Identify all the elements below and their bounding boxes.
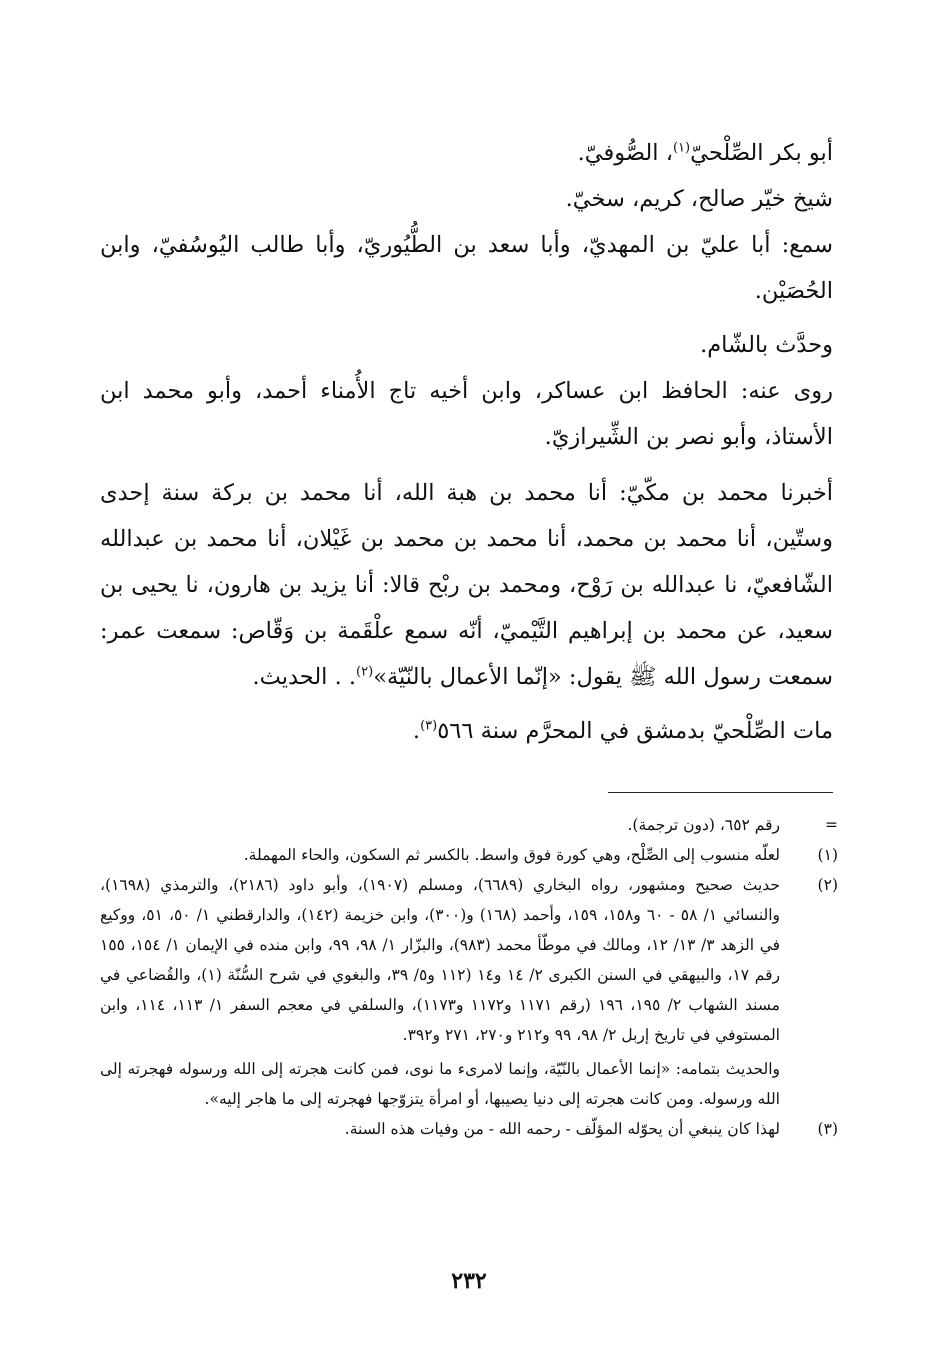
hadith-tail: . . الحديث. [252, 664, 357, 690]
footnote-marker: = [825, 816, 838, 834]
footnotes [100, 810, 838, 1144]
death-paragraph [100, 708, 833, 754]
footnote-text: والحديث بتمامه: «إنما الأعمال بالنّيّة، وإنما لامرىء ما نوى، فمن كانت هجرته إلى الله ورسوله فهجرته إلى الله ورسوله. ومن كانت هجرته إلى دنيا يصيبها، أو امرأة يتزوّجها فهجرته إلى ما هاجر إليه». [100, 1060, 780, 1108]
footnote-3 [100, 1114, 838, 1144]
footnote-ref-3[interactable]: (٣) [420, 718, 438, 734]
page-number: ٢٣٢ [451, 1268, 487, 1294]
death-tail: . [412, 718, 421, 744]
main-text [100, 130, 833, 754]
subject-name: أبو بكر الصِّلْحيّ [690, 140, 833, 166]
footnote-ref-2[interactable]: (٢) [356, 664, 374, 680]
footnote-1 [100, 840, 838, 870]
footnote-ref-1[interactable]: (١) [672, 140, 691, 156]
footnote-marker: (٢) [817, 876, 838, 894]
footnote-marker: (٣) [817, 1120, 838, 1138]
footnote-continued [100, 810, 838, 840]
description-line: شيخ خيّر صالح، كريم، سخيّ. [565, 186, 833, 212]
biography-heading [100, 130, 833, 176]
students-paragraph: روى عنه: الحافظ ابن عساكر، وابن أخيه تاج الأُمناء أحمد، وأبو محمد ابن الأستاذ، وأبو نصر بن الشِّيرازيّ. [100, 378, 833, 450]
footnote-text: رقم ٦٥٢، (دون ترجمة). [627, 816, 780, 834]
hadith-paragraph [100, 470, 833, 700]
hadith-chain: أخبرنا محمد بن مكّيّ: أنا محمد بن هبة الله، أنا محمد بن بركة سنة إحدى وستّين، أنا محمد بن محمد، أنا محمد بن محمد بن غَيْلان، أنا محمد بن عبدالله الشّافعيّ، نا عبدالله بن رَوْح، ومحمد بن ربْح قالا: أنا يزيد بن هارون، نا يحيى بن سعيد، عن محمد بن إبراهيم التَّيْميّ، أنّه سمع علْقَمة بن وَقّاص: سمعت عمر: سمعت رسول الله ﷺ يقول: «إنّما الأعمال بالنّيّة» [100, 480, 833, 690]
teachers-paragraph: سمع: أبا عليّ بن المهديّ، وأبا سعد بن الطُّيُوريّ، وأبا طالب اليُوسُفيّ، وابن الحُصَيْن. [100, 232, 833, 304]
footnote-2 [100, 870, 838, 1114]
death-note: مات الصِّلْحيّ بدمشق في المحرَّم سنة ٥٦٦ [437, 718, 833, 744]
footnote-marker: (١) [817, 846, 838, 864]
footnote-text: لهذا كان ينبغي أن يحوّله المؤلّف - رحمه الله - من وفيات هذه السنة. [344, 1120, 780, 1138]
narration-place: وحدَّث بالشّام. [700, 332, 833, 358]
footnote-text: حديث صحيح ومشهور، رواه البخاري (٦٦٨٩)، ومسلم (١٩٠٧)، وأبو داود (٢١٨٦)، والترمذي (١٦٩٨)، والنسائي ١/ ٥٨ - ٦٠ و١٥٨، ١٥٩، وأحمد (١٦٨) و(٣٠٠)، وابن خزيمة (١٤٢)، والدارقطني ١/ ٥٠، ٥١، ووكيع في الزهد ٣/ ١٣/ ١٢، ومالك في موطّأ محمد (٩٨٣)، والبزّار ١/ ٩٨، ٩٩، وابن منده في الإيمان ١/ ١٥٤، ١٥٥ رقم ١٧، والبيهقي في السنن الكبرى ٢/ ١٤ و١٤ (١١٢ و٥/ ٣٩، والبغوي في شرح السُّنّة (١)، والقُضاعي في مسند الشهاب ٢/ ١٩٥، ١٩٦ (رقم ١١٧١ و١١٧٢ و١١٧٣)، والسلفي في معجم السفر ١/ ١١٣، ١١٤، وابن المستوفي في تاريخ إربل ٢/ ٩٨، ٩٩ و٢١٢ و٢٧٠، ٢٧١ و٣٩٢. [100, 876, 781, 1044]
footnote-text: لعلّه منسوب إلى الصِّلْح، وهي كورة فوق واسط. بالكسر ثم السكون، والحاء المهملة. [243, 846, 780, 864]
subject-nisba: ، الصُّوفيّ. [577, 140, 673, 166]
footnote-divider [608, 792, 833, 793]
